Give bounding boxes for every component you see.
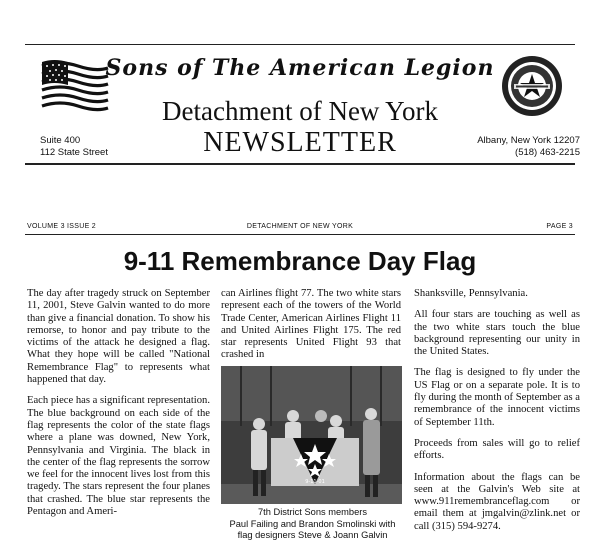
issue-page: PAGE 3	[546, 223, 573, 230]
article-headline: 9-11 Remembrance Day Flag	[123, 246, 477, 276]
caption-line: 7th District Sons members	[257, 507, 367, 517]
article-column-2	[221, 288, 401, 371]
paragraph: The day after tragedy struck on September 11, 2001, Steve Galvin wanted to do more than give a financial donation. To show his remorse, to honor and pay tribute to the victims of the attack he designed a flag. What they hope will be called "National Remembrance Flag" to represents what happened that day.	[27, 288, 210, 386]
paragraph: Information about the flags can be seen at the Galvin's Web site at www.911remembranceflag.com or email them at jmgalvin@zlink.net or call (315) 594-9274.	[414, 471, 580, 532]
address-street: 112 State Street	[40, 147, 108, 158]
caption-line: flag designers Steve & Joann Galvin	[237, 530, 388, 540]
article-column-1	[27, 288, 210, 527]
paragraph: can Airlines flight 77. The two white stars represent each of the towers of the World Trade Center, American Airlines Flight 11 and United Airlines Flight 175. The red star represents United Flight 93 that crashed in	[221, 288, 401, 361]
paragraph: Each piece has a significant representation. The blue background on each side of the flag represents the color of the state flags where a plane was downed, New York, Pennsylvania and Virginia. The black in the center of the flag represents the sorrow we feel for the innocent lives lost from this tragedy. The stars represent the four planes that crashed. The blue star represents the Pentagon and Ameri-	[27, 395, 210, 518]
issue-volume: VOLUME 3 ISSUE 2	[27, 223, 96, 230]
photo-flag-date: 9-11-01	[305, 479, 325, 485]
masthead-bottom-rule	[25, 163, 575, 165]
address-left	[40, 135, 108, 159]
paragraph: Proceeds from sales will go to relief efforts.	[414, 437, 580, 462]
group-photo	[221, 366, 402, 504]
issue-section: DETACHMENT OF NEW YORK	[246, 223, 354, 230]
newsletter-title: NEWSLETTER	[203, 127, 397, 158]
paragraph: All four stars are touching as well as the two white stars touch the blue background representing our unity in the United States.	[414, 309, 580, 358]
photo-caption	[215, 507, 410, 542]
caption-line: Paul Failing and Brandon Smolinski with	[229, 518, 396, 529]
address-suite: Suite 400	[40, 135, 81, 146]
issue-bar-rule	[25, 234, 575, 235]
organization-title: Sons of The American Legion	[105, 55, 495, 81]
address-right	[470, 135, 580, 159]
paragraph: The flag is designed to fly under the US Flag or on a separate pole. It is to fly during the month of September as a remembrance of the innocent victims of September 11th.	[414, 367, 580, 428]
paragraph: Shanksville, Pennsylvania.	[414, 288, 528, 299]
detachment-title: Detachment of New York	[162, 96, 438, 126]
address-city: Albany, New York 12207	[477, 135, 580, 146]
article-column-3	[414, 288, 580, 542]
address-phone: (518) 463-2215	[515, 147, 580, 158]
masthead-top-rule	[25, 44, 575, 45]
